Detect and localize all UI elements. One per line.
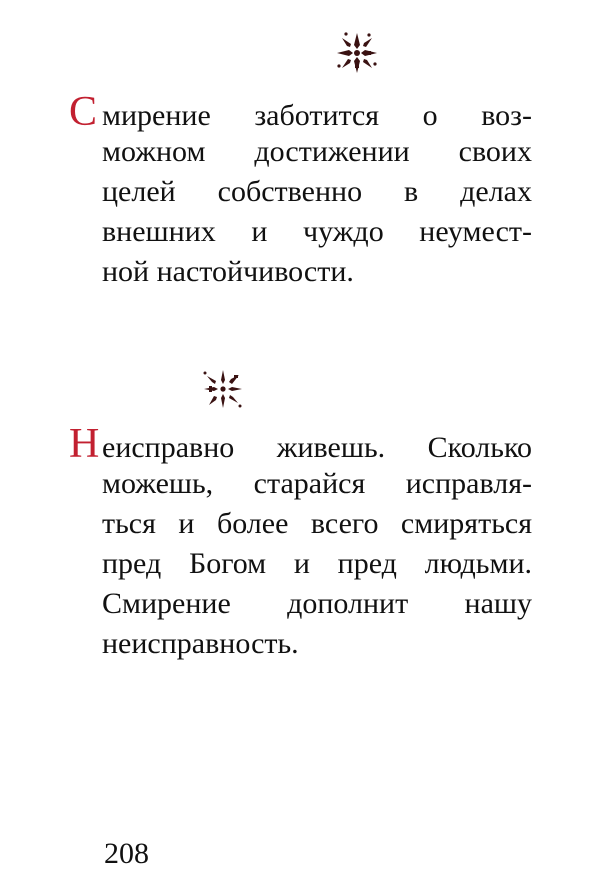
paragraph-2 [69, 421, 532, 664]
paragraph-line: целей собственно в делах [102, 175, 532, 208]
drop-cap: Н [69, 421, 100, 467]
drop-cap: С [69, 89, 98, 135]
paragraph-line: пред Богом и пред людьми. [102, 547, 532, 580]
paragraph-line: можном достижении своих [102, 135, 532, 168]
paragraph-line [69, 421, 532, 467]
paragraph-1 [69, 89, 532, 292]
paragraph-line [69, 89, 532, 135]
paragraph-line: можешь, старайся исправля- [102, 467, 532, 500]
paragraph-line-text: мирение заботится о воз- [102, 99, 532, 132]
paragraph-line-text: еисправно живешь. Сколько [102, 431, 532, 464]
paragraph-line: ной настойчивости. [102, 255, 354, 288]
ornament-icon [201, 367, 245, 411]
paragraph-line: Смирение дополнит нашу [102, 587, 532, 620]
page-number: 208 [104, 837, 149, 870]
paragraph-line: неисправность. [102, 627, 299, 660]
paragraph-line: ться и более всего смиряться [102, 507, 532, 540]
ornament-icon [335, 31, 379, 75]
paragraph-line: внешних и чуждо неумест- [102, 215, 532, 248]
